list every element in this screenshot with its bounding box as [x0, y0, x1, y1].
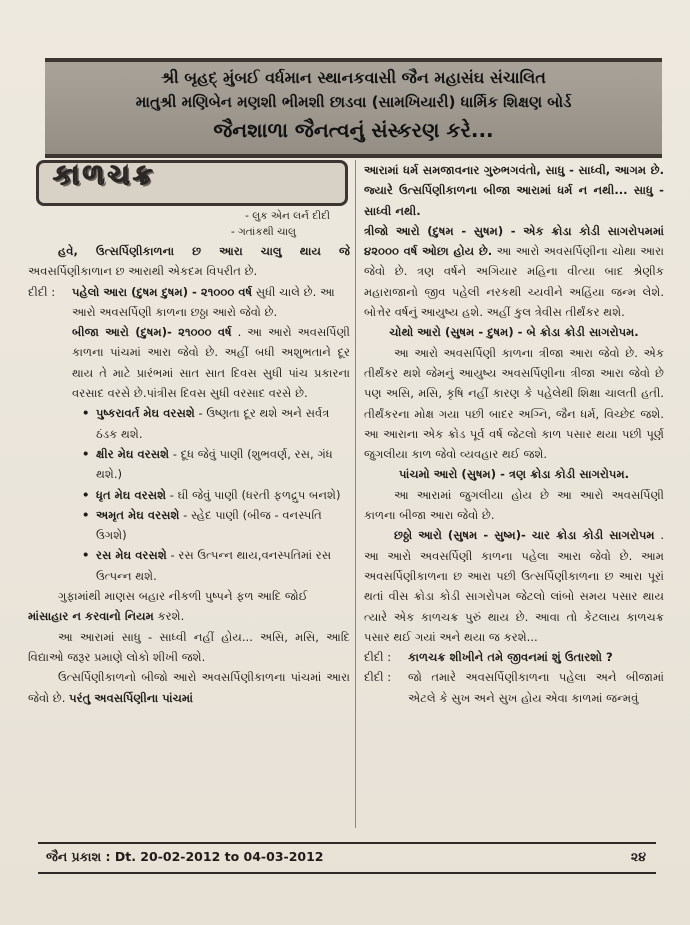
- rain-desc: - સ્હેદ પાણી (બીજ - વનસ્પતિ ઉગશે): [96, 507, 322, 543]
- rain-name: રસ મેઘ વરસશે: [96, 548, 167, 563]
- left-column: [28, 160, 350, 830]
- list-item: [28, 545, 350, 586]
- list-item: [28, 403, 350, 444]
- rain-desc: - રસ ઉત્પન્ન થાય,વનસ્પતિમાં રસ ઉત્પન્ન થશે.: [96, 548, 332, 583]
- utsarpini-text: ઉત્સર્પિણીકાળનો બીજો આરો અવસર્પિણીકાળના પાંચમાં આરા જેવો છે.: [28, 670, 350, 705]
- bullet-icon: •: [82, 507, 90, 522]
- didi-first-aro: [28, 282, 350, 323]
- niyam-bold: માંસાહાર ન કરવાનો નિયમ: [28, 609, 154, 624]
- bullet-icon: •: [82, 548, 90, 563]
- bullet-icon: •: [82, 406, 90, 421]
- rain-name: પુષ્કરાવર્ત મેઘ વરસશે: [96, 406, 195, 421]
- header-line-board: માતુશ્રી મણિબેન મણશી ભીમશી છાડવા (સામખિયારી) ધાર્મિક શિક્ષણ બોર્ડ: [135, 93, 572, 111]
- aro6-heading: છઠ્ઠો આરો (સુષમ - સુષ્મ)- ચાર ક્રોડા કોડી સાગરોપમ: [394, 528, 655, 543]
- aro6-text: . આ આરો અવસર્પિણી કાળના પહેલા આરા જેવો છે. આમ અવસર્પિણીકાળના છ આરા પછી ઉત્સર્પિણીકાળના છ આરા પૂરાં થતાં વીસ ક્રોડા કોડી સાગરોપમ જેટલો લાંબો સમય પસાર થાય ત્યારે એક કાળચક્ર પુરું થાય છે. આવા તો કેટલાય કાળચક્ર પસાર થઈ ગયાં અને થયા જ કરશે...: [364, 528, 664, 644]
- header-banner: [45, 58, 662, 158]
- aro5-text: આ આરામાં જુગલીયા હોય છે આ આરો અવસર્પિણી કાળના બીજા આરા જેવો છે.: [364, 487, 664, 523]
- footer-publication: જૈન પ્રકાશ : Dt. 20-02-2012 to 04-03-2012: [46, 849, 324, 864]
- didi-answer: [364, 667, 664, 708]
- didi-question: [364, 647, 664, 667]
- header-line-organization: શ્રી બૃહદ્ મુંબઈ વર્ધમાન સ્થાનકવાસી જૈન મહાસંઘ સંચાલિત: [161, 68, 546, 87]
- intro-rest: અવસર્પિણીકાળાન છ આરાથી એકદમ વિપરીત છે.: [28, 264, 258, 279]
- rain-desc: - દૂધ જેવું પાણી (શુભવર્ણ, રસ, ગંધ થશે.): [96, 446, 333, 482]
- header-line-slogan: જૈનશાળા જૈનત્વનું સંસ્કરણ કરે...: [213, 118, 494, 142]
- question-text: કાળચક્ર શીખીને તમે જીવનમાં શું ઉતારશો ?: [408, 650, 613, 665]
- aro2-heading: બીજા આરો (દુષમ)- ૨૧૦૦૦ વર્ષ: [72, 325, 232, 340]
- speaker-label: દીદી :: [364, 670, 392, 685]
- aro6-block: [364, 525, 664, 647]
- answer-text: જો તમારે અવસર્પિણીકાળના પહેલા અને બીજામાં એટલે કે સુખ અને સુખ હોય એવા કાળમાં જન્મવું: [408, 670, 664, 705]
- article-byline: - લુક એન લર્ન દીદી: [245, 210, 330, 222]
- aro2-text: . આ આરો અવસર્પિણી કાળના પાંચમાં આરા જેવો છે. અહીં બધી અશુભતાને દૂર થાય તે માટે પ્રારંભમાં સાત સાત દિવસ સુધી પાંચ પ્રકારના વરસાદ વરસે છે.પાંત્રીસ દિવસ સુધી વરસાદ વરસે છે.: [72, 325, 350, 401]
- aro5-heading: પાંચમો આરો (સુષમ) - ત્રણ ક્રોડા કોડી સાગરોપમ.: [398, 467, 630, 482]
- sadhu-paragraph: આ આરામાં સાધુ - સાધ્વી નહીં હોય... અસિ, મસિ, આદિ વિદ્યાઓ જરૂર પ્રમાણે લોકો શીખી જશે.: [28, 629, 350, 664]
- footer-bar: [38, 842, 656, 874]
- aro1-text: સુધી ચાલે છે. આ આરો અવસર્પિણી કાળના છઠ્ઠા આરો જેવો છે.: [72, 284, 335, 319]
- speaker-label: દીદી :: [28, 284, 56, 299]
- publication-name: જૈન પ્રકાશ: [46, 849, 102, 864]
- parantu-bold: પરંતુ અવસર્પિણીના પાંચમાં: [69, 690, 193, 705]
- utsarpini-paragraph: [28, 667, 350, 708]
- aro3-text: આ આરો અવસર્પિણીના ચોથા આરા જેવો છે. ત્રણ વર્ષને અગિયાર મહિના વીત્યા બાદ શ્રેણીક મહારાજાનો જીવ પહેલી નરકથી ચ્યવીને અહિંયા જન્મ લેશે. બોત્તેર વર્ષનું આયુષ્ય હશે. અહીં કુલ ત્રેવીસ તીર્થંકર થશે.: [364, 244, 664, 320]
- aro3-block: [364, 221, 664, 322]
- rain-name: ધૃત મેઘ વરસશે: [96, 487, 167, 502]
- right-column: [364, 160, 664, 830]
- rain-desc: - ઉષ્ણતા દૂર થશે અને સર્વત્ર ઠંડક થશે.: [96, 406, 330, 441]
- rain-name: ક્ષીર મેઘ વરસશે: [96, 446, 170, 461]
- article-title-box: [36, 160, 348, 206]
- bullet-icon: •: [82, 487, 90, 502]
- aro4-heading: ચોથો આરો (સુષમ - દુષમ) - બે ક્રોડા ક્રોડી સાગરોપમ.: [389, 325, 639, 340]
- article-title: કાળચક્ર: [53, 160, 156, 191]
- niyam-rest: કરશે.: [157, 609, 185, 624]
- intro-paragraph: [28, 241, 350, 282]
- cave-text: ગુફામાંથી માણસ બહાર નીકળી પુષ્પને ફળ આદિ જોઈ: [58, 589, 308, 604]
- col2-intro: આરામાં ધર્મ સમજાવનાર ગુરુભગવંતો, સાધુ - સાધ્વી, આગમ છે. જ્યારે ઉત્સર્પિણીકાળના બીજા આરામાં ધર્મ ન નથી... સાધુ - સાધ્વી નથી.: [364, 163, 664, 218]
- intro-bold: હવે, ઉત્સર્પિણીકાળના છ આરા ચાલુ થાય જે: [58, 244, 350, 258]
- rain-list: [28, 403, 350, 586]
- bullet-icon: •: [82, 446, 90, 461]
- aro1-heading: પહેલો આરા (દુષમ દુષમ) - ૨૧૦૦૦ વર્ષ: [72, 284, 253, 299]
- rain-desc: - ઘી જેવું પાણી (ધરતી ફળદ્રુપ બનશે): [169, 487, 341, 502]
- issue-dates: Dt. 20-02-2012 to 04-03-2012: [114, 849, 324, 864]
- page-number: ૨૪: [630, 849, 646, 864]
- list-item: [28, 485, 350, 505]
- list-item: [28, 505, 350, 546]
- niyam-line: [28, 606, 350, 626]
- aro2-block: [28, 322, 350, 403]
- rain-name: અમૃત મેઘ વરસશે: [96, 507, 180, 522]
- aro3-heading: ત્રીજો આરો (દુષમ - સુષમ) - એક ક્રોડા કોડી સાગરોપમમાં ૪૨૦૦૦ વર્ષ ઓછા હોય છે.: [364, 223, 664, 259]
- list-item: [28, 444, 350, 485]
- aro1-block: [72, 282, 350, 323]
- continued-note: - ગતાંકથી ચાલુ: [230, 226, 296, 238]
- speaker-label: દીદી :: [364, 650, 392, 665]
- aro4-text: આ આરો અવસર્પિણી કાળના ત્રીજા આરા જેવો છે. એક તીર્થંકર થશે જેમનું આયુષ્ય અવસર્પિણીના ત્રીજા આરા જેવો છે પણ અસિ, મસિ, કૃષિ નહીં કારણ કે પહેલેથી શિક્ષા ચાલતી હતી. તીર્થંકરના મોક્ષ ગયા પછી બાદર અગ્નિ, જૈન ધર્મ, વિચ્છેદ જશે. આ આરાના એક ક્રોડ પૂર્વ વર્ષ જેટલો કાળ પસાર થયા પછી પૂર્ણ જુગલીયા કાળ જેવો વ્યવહાર થઈ જશે.: [364, 345, 664, 462]
- column-divider: [355, 160, 356, 828]
